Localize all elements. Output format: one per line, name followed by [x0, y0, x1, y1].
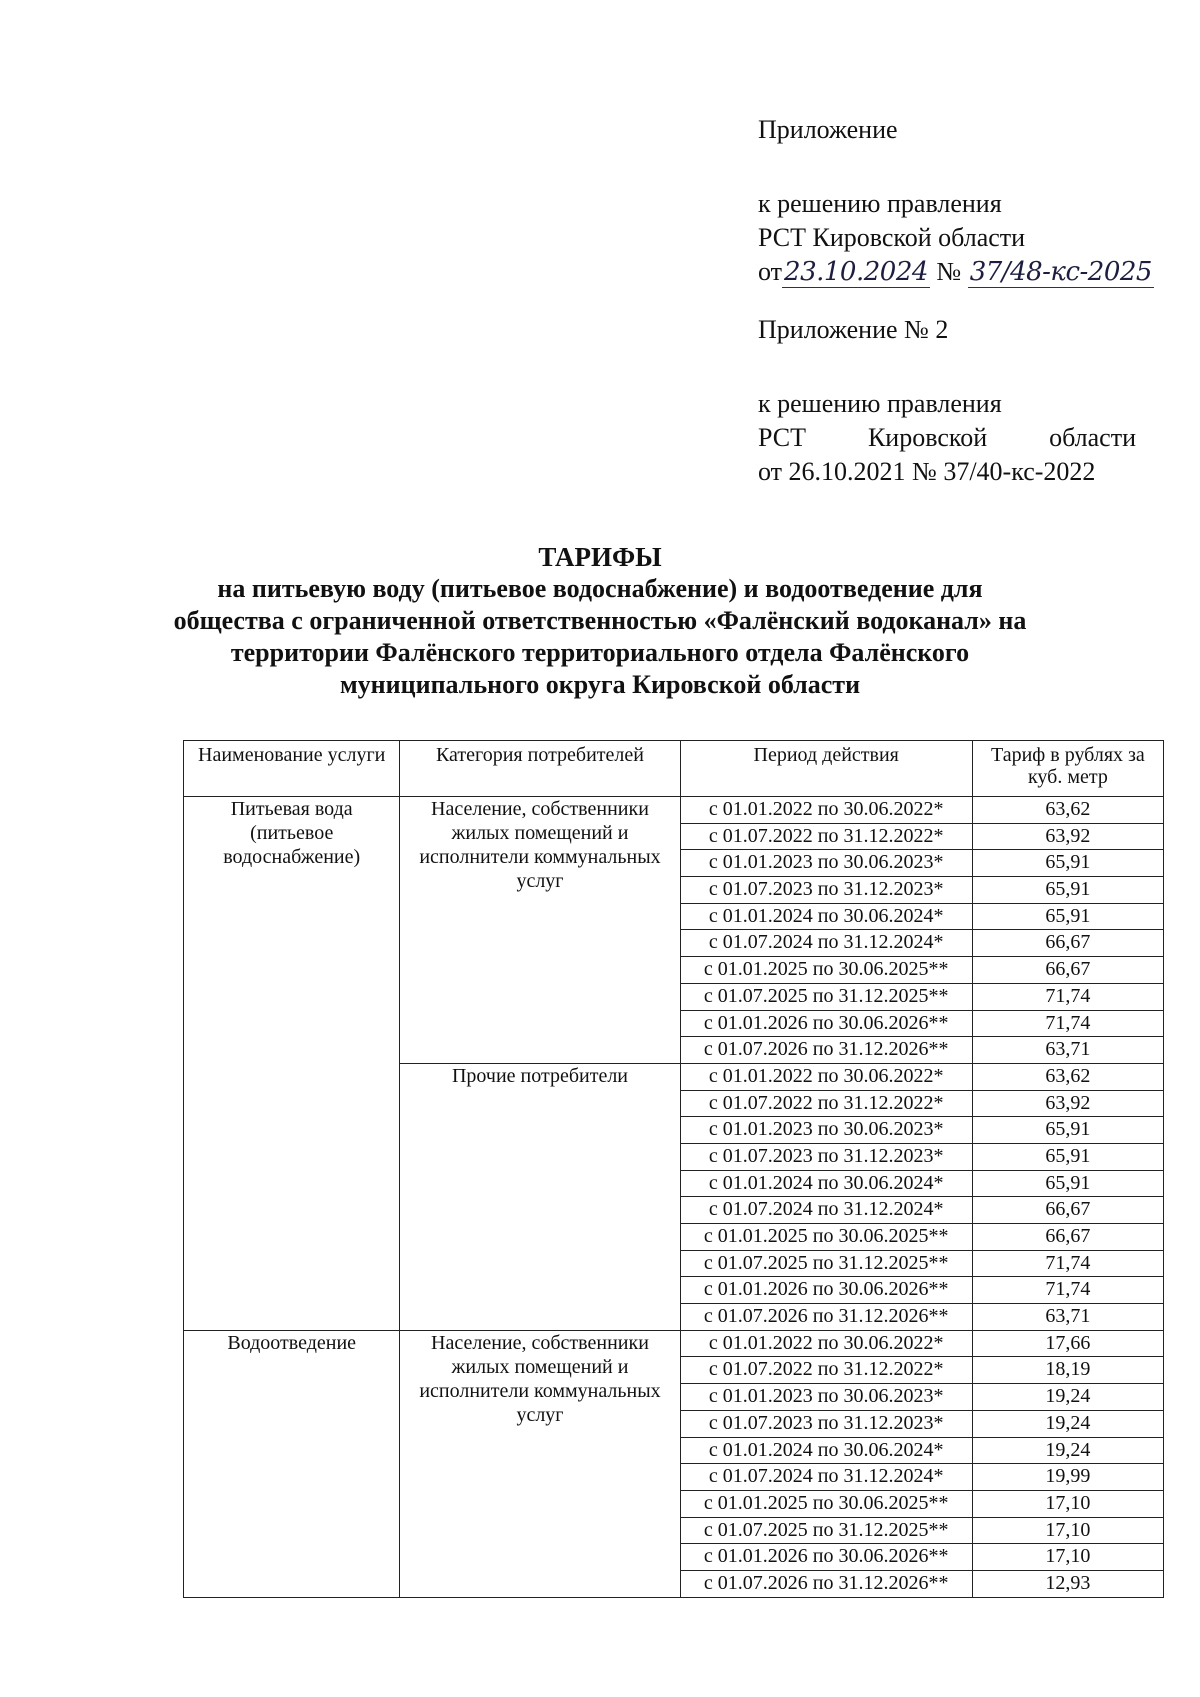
tariff-cell: 63,71: [972, 1037, 1163, 1064]
service-cell: Питьевая вода (питьевое водоснабжение): [184, 797, 400, 1331]
period-cell: с 01.07.2022 по 31.12.2022*: [680, 823, 972, 850]
tariff-cell: 66,67: [972, 1197, 1163, 1224]
appendix-header-current: [758, 113, 1158, 289]
tariff-cell: 12,93: [972, 1570, 1163, 1597]
tariff-cell: 17,10: [972, 1544, 1163, 1571]
period-cell: с 01.07.2026 по 31.12.2026**: [680, 1037, 972, 1064]
decision-label: к решению правления: [758, 389, 1002, 418]
period-cell: с 01.01.2023 по 30.06.2023*: [680, 1384, 972, 1411]
tariff-cell: 19,24: [972, 1410, 1163, 1437]
period-cell: с 01.07.2023 по 31.12.2023*: [680, 1410, 972, 1437]
table-header-row: [184, 741, 1164, 797]
period-cell: с 01.01.2024 по 30.06.2024*: [680, 1170, 972, 1197]
period-cell: с 01.01.2026 по 30.06.2026**: [680, 1010, 972, 1037]
tariff-cell: 19,24: [972, 1384, 1163, 1411]
header-tariff: Тариф в рублях за куб. метр: [972, 741, 1163, 797]
period-cell: с 01.01.2026 по 30.06.2026**: [680, 1544, 972, 1571]
tariff-cell: 63,71: [972, 1304, 1163, 1331]
title-line: на питьевую воду (питьевое водоснабжение) и водоотведение для: [217, 574, 983, 603]
header-service: Наименование услуги: [184, 741, 400, 797]
period-cell: с 01.07.2024 по 31.12.2024*: [680, 930, 972, 957]
tariff-cell: 17,10: [972, 1490, 1163, 1517]
tariff-cell: 66,67: [972, 930, 1163, 957]
tariff-cell: 63,62: [972, 797, 1163, 824]
period-cell: с 01.01.2023 по 30.06.2023*: [680, 1117, 972, 1144]
document-title: [150, 541, 1050, 701]
period-cell: с 01.01.2026 по 30.06.2026**: [680, 1277, 972, 1304]
handwritten-date: 23.10.2024: [784, 257, 928, 287]
tariff-cell: 71,74: [972, 1277, 1163, 1304]
tariff-cell: 63,92: [972, 1090, 1163, 1117]
tariff-cell: 71,74: [972, 983, 1163, 1010]
tariff-cell: 19,99: [972, 1464, 1163, 1491]
tariff-cell: 19,24: [972, 1437, 1163, 1464]
period-cell: с 01.01.2022 по 30.06.2022*: [680, 797, 972, 824]
appendix-number-label: Приложение № 2: [758, 315, 949, 344]
tariff-cell: 65,91: [972, 1117, 1163, 1144]
decision-label: к решению правления: [758, 189, 1002, 218]
period-cell: с 01.07.2023 по 31.12.2023*: [680, 1143, 972, 1170]
tariff-cell: 66,67: [972, 1224, 1163, 1251]
tariff-cell: 65,91: [972, 1170, 1163, 1197]
period-cell: с 01.07.2026 по 31.12.2026**: [680, 1304, 972, 1331]
period-cell: с 01.07.2022 по 31.12.2022*: [680, 1357, 972, 1384]
period-cell: с 01.01.2024 по 30.06.2024*: [680, 1437, 972, 1464]
table-row: [184, 1330, 1164, 1357]
period-cell: с 01.01.2023 по 30.06.2023*: [680, 850, 972, 877]
period-cell: с 01.07.2023 по 31.12.2023*: [680, 877, 972, 904]
period-cell: с 01.07.2025 по 31.12.2025**: [680, 1250, 972, 1277]
handwritten-number: 37/48-кс-2025: [969, 257, 1152, 287]
period-cell: с 01.01.2022 по 30.06.2022*: [680, 1330, 972, 1357]
period-cell: с 01.07.2022 по 31.12.2022*: [680, 1090, 972, 1117]
tariff-cell: 71,74: [972, 1250, 1163, 1277]
period-cell: с 01.07.2025 по 31.12.2025**: [680, 1517, 972, 1544]
tariff-cell: 17,66: [972, 1330, 1163, 1357]
period-cell: с 01.01.2025 по 30.06.2025**: [680, 1224, 972, 1251]
period-cell: с 01.01.2024 по 30.06.2024*: [680, 903, 972, 930]
period-cell: с 01.01.2025 по 30.06.2025**: [680, 957, 972, 984]
period-cell: с 01.01.2025 по 30.06.2025**: [680, 1490, 972, 1517]
period-cell: с 01.07.2026 по 31.12.2026**: [680, 1570, 972, 1597]
period-cell: с 01.07.2024 по 31.12.2024*: [680, 1464, 972, 1491]
service-cell: Водоотведение: [184, 1330, 400, 1597]
title-line: территории Фалёнского территориального отдела Фалёнского: [230, 638, 970, 667]
tariff-cell: 63,92: [972, 823, 1163, 850]
tariff-cell: 65,91: [972, 903, 1163, 930]
table-body: [184, 797, 1164, 1598]
authority-label: РСТ Кировской области: [758, 223, 1026, 252]
period-cell: с 01.07.2024 по 31.12.2024*: [680, 1197, 972, 1224]
title-main: ТАРИФЫ: [538, 542, 662, 572]
table-row: [184, 797, 1164, 824]
appendix-header-original: [758, 313, 1158, 489]
appendix-label: Приложение: [758, 115, 898, 144]
title-line: общества с ограниченной ответственностью «Фалёнский водоканал» на: [173, 606, 1027, 635]
category-cell: Прочие потребители: [400, 1063, 680, 1330]
tariff-cell: 65,91: [972, 850, 1163, 877]
category-cell: Население, собственники жилых помещений и исполнители коммунальных услуг: [400, 1330, 680, 1597]
title-line: муниципального округа Кировской области: [339, 670, 861, 699]
tariff-cell: 18,19: [972, 1357, 1163, 1384]
tariff-cell: 63,62: [972, 1063, 1163, 1090]
tariff-cell: 17,10: [972, 1517, 1163, 1544]
tariff-cell: 66,67: [972, 957, 1163, 984]
tariff-cell: 65,91: [972, 1143, 1163, 1170]
decision-reference: от 26.10.2021 № 37/40-кс-2022: [758, 457, 1096, 486]
authority-label: РСТ Кировской области: [758, 423, 1136, 452]
period-cell: с 01.07.2025 по 31.12.2025**: [680, 983, 972, 1010]
tariff-cell: 71,74: [972, 1010, 1163, 1037]
tariff-cell: 65,91: [972, 877, 1163, 904]
tariff-table: [183, 740, 1164, 1598]
header-period: Период действия: [680, 741, 972, 797]
period-cell: с 01.01.2022 по 30.06.2022*: [680, 1063, 972, 1090]
category-cell: Население, собственники жилых помещений и исполнители коммунальных услуг: [400, 797, 680, 1064]
header-category: Категория потребителей: [400, 741, 680, 797]
decision-reference: от23.10.2024 № 37/48-кс-2025: [758, 257, 1152, 287]
